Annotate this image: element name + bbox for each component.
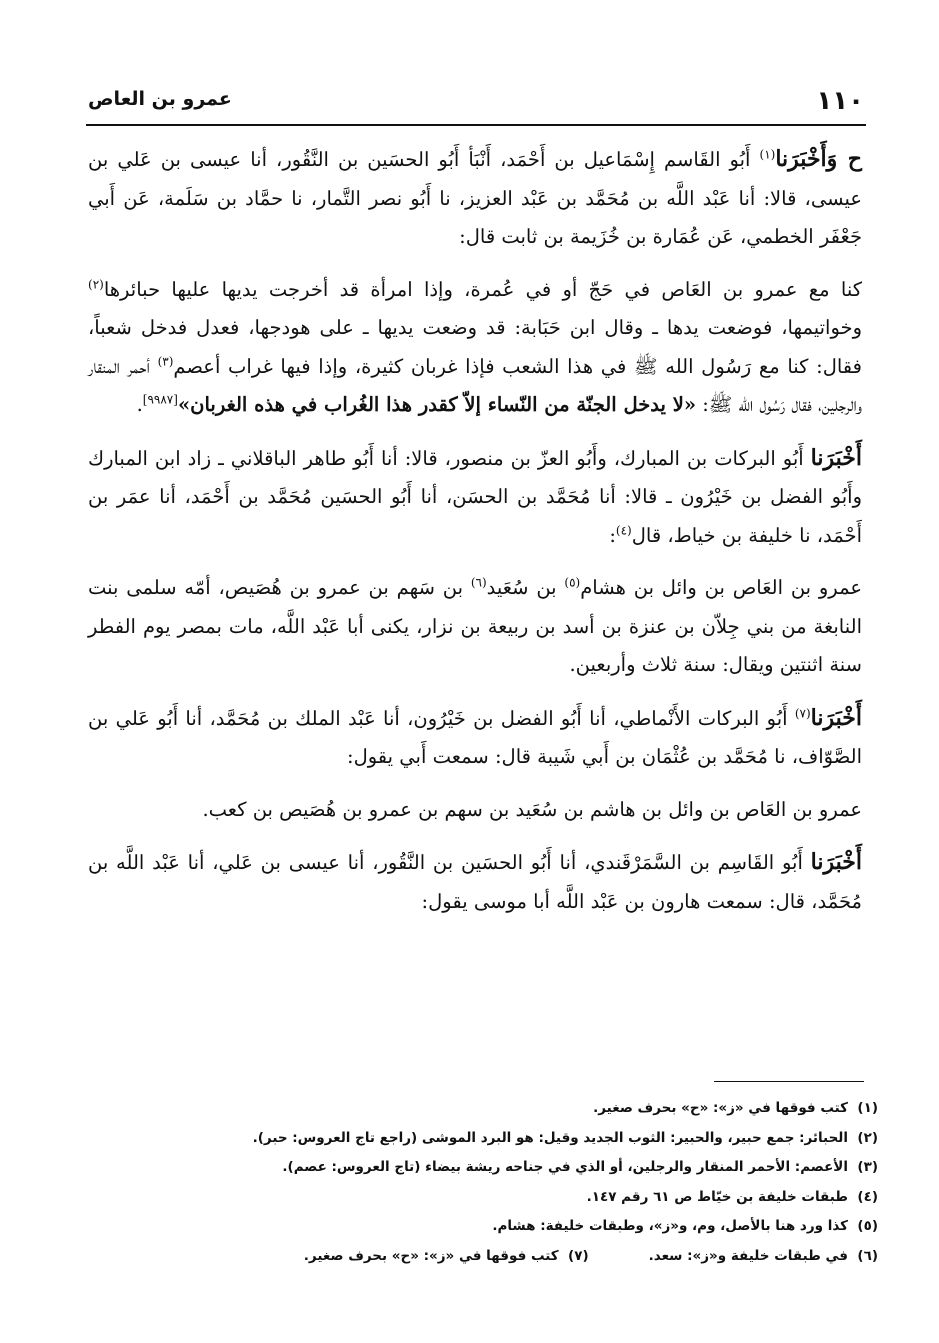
footnote-item xyxy=(88,1153,878,1183)
footnote-text: الحبائر: جمع حبير، والحبير: الثوب الجديد وقيل: هو البرد الموشى (راجع تاج العروس: حبر). xyxy=(252,1129,848,1146)
footnote-number: (١) xyxy=(857,1100,878,1116)
footnote-ref: (٢) xyxy=(88,277,104,291)
header-rule xyxy=(86,124,866,126)
paragraph-4 xyxy=(88,569,862,685)
footnote-number: (٦) xyxy=(857,1247,878,1264)
paragraph-text: وخواتيمها، فوضعت يدها ـ وقال ابن حَبَابة: قد وضعت يديها ـ على هودجها، فعدل فدخل شعباً، فقال: كنا مع رَسُول الله ﷺ في هذا الشعب فإذا غربان كثيرة، وإذا فيها غراب أعصم xyxy=(88,316,862,378)
footnote-item xyxy=(88,1183,878,1213)
footnote-text: في طبقات خليفة و«ز»: سعد. xyxy=(648,1247,848,1264)
footnote-number: (٣) xyxy=(857,1159,878,1175)
footnote-pair-second xyxy=(304,1242,589,1272)
paragraph-2 xyxy=(88,271,862,425)
paragraph-text: أَبُو القَاسِم بن السَّمَرْقَندي، أنا أَبُو الحسَين بن النَّقُور، أنا عيسى بن عَلي، أنا عَبْد اللَّه بن مُحَمَّد، قال: سمعت هارون بن عَبْد اللَّه أبا موسى يقول: xyxy=(88,851,862,913)
paragraph-text: كنا مع عمرو بن العَاص في حَجّ أو في عُمرة، وإذا امرأة قد أخرجت يديها عليها حبائرها xyxy=(103,277,862,301)
main-text xyxy=(88,140,862,935)
footnote-ref: (٥) xyxy=(564,575,581,590)
paragraph-text: عمرو بن العَاص بن وائل بن هشام xyxy=(580,576,862,599)
footnote-text: كتب فوقها في «ز»: «ح» بحرف صغير. xyxy=(303,1247,559,1264)
isnad-lead: أَخْبَرَنا xyxy=(810,444,862,471)
isnad-lead: ح وَأَخْبَرَنا xyxy=(775,146,862,172)
paragraph-5 xyxy=(88,699,862,777)
page-number: ١١٠ xyxy=(816,86,864,116)
footnote-number: (٢) xyxy=(857,1129,878,1146)
footnote-ref: (١) xyxy=(759,147,776,162)
footnote-number: (٤) xyxy=(857,1188,878,1205)
paragraph-text: أَبُو القَاسم إِسْمَاعيل بن أَحْمَد، أَنْبَأ أَبُو الحسَين بن النَّقُور، أنا عيسى بن عَلي بن عيسى، قالا: أنا عَبْد اللَّه بن مُحَمَّد بن عَبْد العزيز، نا أَبُو نصر التَّمار، نا حمَّاد بن سَلَمة، عَن أَبي جَعْفَر الخطمي، عَن عُمَارة بن خُزَيمة بن ثابت قال: xyxy=(88,148,862,248)
isnad-lead: أَخْبَرَنا xyxy=(810,704,862,731)
footnote-text: كذا ورد هنا بالأصل، وم، و«ز»، وطبقات خليفة: هشام. xyxy=(492,1218,848,1234)
paragraph-text: . xyxy=(136,393,143,416)
footnote-ref: (٣) xyxy=(157,354,174,368)
paragraph-6 xyxy=(88,791,862,830)
paragraph-text: عمرو بن العَاص بن وائل بن هاشم بن سُعَيد بن سهم بن عمرو بن هُصَيص بن كعب. xyxy=(202,797,862,821)
hadith-number: [٩٩٨٧] xyxy=(142,392,178,407)
footnote-item xyxy=(88,1242,878,1272)
paragraph-text: أَبُو البركات بن المبارك، وأَبُو العزّ بن منصور، قالا: أنا أَبُو طاهر الباقلاني ـ زاد ابن المبارك وأَبُو الفضل بن خَيْرُون ـ قالا: أنا مُحَمَّد بن الحسَن، أنا أَبُو الحسَين مُحَمَّد بن أَحْمَد، أنا عمَر بن أَحْمَد، نا خليفة بن خياط، قال xyxy=(88,446,862,547)
footnote-text: طبقات خليفة بن خيّاط ص ٦١ رقم ١٤٧. xyxy=(586,1188,848,1205)
footnote-pair-first xyxy=(649,1242,878,1272)
footnote-number: (٧) xyxy=(568,1247,589,1264)
paragraph-text: أَبُو البركات الأَنْماطي، أنا أَبُو الفضل بن خَيْرُون، أنا عَبْد الملك بن مُحَمَّد، أنا أَبُو عَلي بن الصَّوّاف، نا مُحَمَّد بن عُثْمَان بن أَبي شَيبة قال: سمعت أَبي يقول: xyxy=(88,706,862,768)
page-header xyxy=(88,86,864,126)
hadith-quote: «لا يدخل الجنّة من النّساء إلاّ كقدر هذا الغُراب في هذه الغربان» xyxy=(177,393,697,416)
footnotes xyxy=(88,1094,878,1271)
footnote-ref: (٤) xyxy=(615,523,632,537)
footnote-ref: (٧) xyxy=(794,706,811,720)
footnote-item xyxy=(88,1094,878,1124)
running-title: عمرو بن العاص xyxy=(88,88,232,110)
footnote-rule xyxy=(714,1081,864,1082)
paragraph-text: بن سُعَيد xyxy=(486,576,565,599)
paragraph-text: : xyxy=(609,523,616,547)
paragraph-7 xyxy=(88,843,862,921)
paragraph-1 xyxy=(88,140,862,257)
paragraph-text: أحمر المنقار والرجلين، فقال رَسُول الله ﷺ: xyxy=(88,354,862,416)
isnad-lead: أَخْبَرَنا xyxy=(810,849,862,875)
footnote-item xyxy=(88,1212,878,1242)
footnote-text: الأعصم: الأحمر المنقار والرجلين، أو الذي في جناحه ريشة بيضاء (تاج العروس: عصم). xyxy=(282,1159,848,1175)
footnote-ref: (٦) xyxy=(470,575,487,590)
paragraph-3 xyxy=(88,439,862,556)
footnote-item xyxy=(88,1124,878,1154)
footnote-text: كتب فوقها في «ز»: «ح» بحرف صغير. xyxy=(593,1100,848,1116)
footnote-number: (٥) xyxy=(857,1218,878,1234)
paragraph-text: بن سَهم بن عمرو بن هُصَيص، أمّه سلمى بنت النابغة من بني جِلاّن بن عنزة بن أسد بن ربيعة بن نزار، يكنى أبا عَبْد اللَّه، مات بمصر يوم الفطر سنة اثنتين ويقال: سنة ثلاث وأربعين. xyxy=(88,576,862,676)
